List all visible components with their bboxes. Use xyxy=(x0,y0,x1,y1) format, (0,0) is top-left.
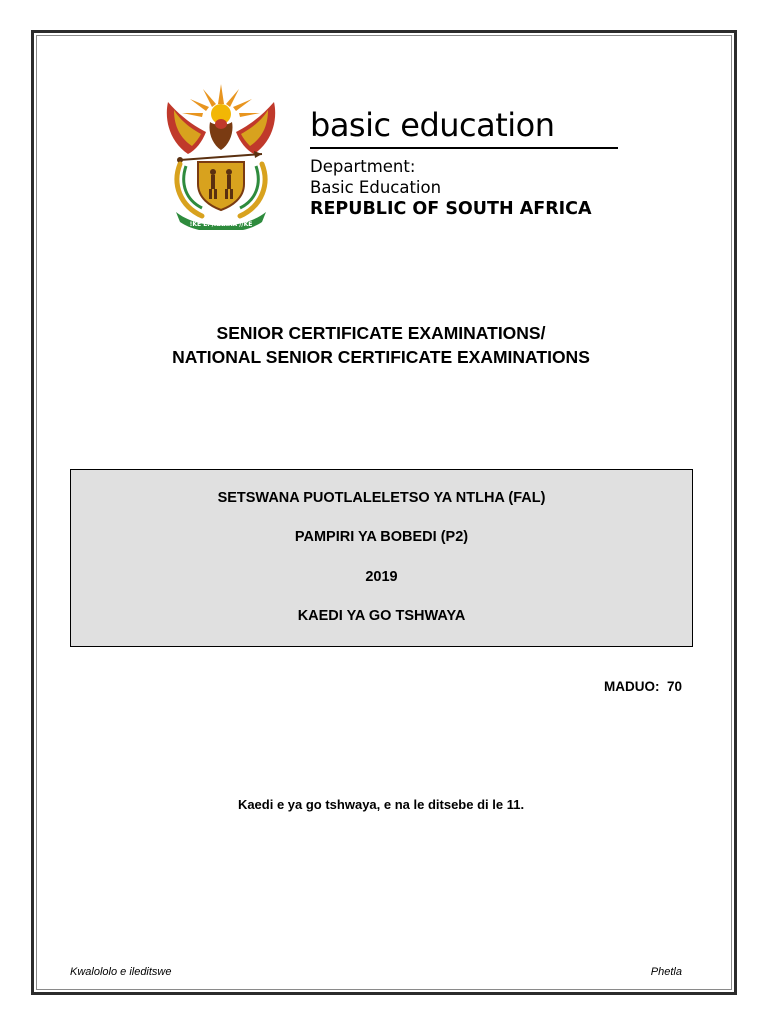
department-label: Department: xyxy=(310,157,416,176)
exam-title-line2: NATIONAL SENIOR CERTIFICATE EXAMINATIONS xyxy=(172,347,590,367)
paper-number: PAMPIRI YA BOBEDI (P2) xyxy=(294,529,469,545)
footer-copyright: Kwalololo e ileditswe xyxy=(70,966,172,978)
document-type: KAEDI YA GO TSHWAYA xyxy=(297,608,466,624)
south-africa-coat-of-arms-icon xyxy=(158,80,284,230)
country-name: REPUBLIC OF SOUTH AFRICA xyxy=(310,199,592,219)
exam-title xyxy=(70,321,692,369)
logo-motto: !KE E: /XARRA //KE xyxy=(189,221,253,228)
exam-title-line1: SENIOR CERTIFICATE EXAMINATIONS/ xyxy=(216,323,546,343)
footer-turn-over: Phetla xyxy=(650,966,682,978)
header xyxy=(158,80,618,230)
total-marks: MADUO: 70 xyxy=(603,679,682,694)
exam-year: 2019 xyxy=(365,569,398,585)
brand-name: basic education xyxy=(310,106,618,149)
info-box xyxy=(70,469,693,647)
brand-block xyxy=(310,106,618,220)
page-count-note: Kaedi e ya go tshwaya, e na le ditsebe di le 11. xyxy=(237,797,525,812)
subject-name: SETSWANA PUOTLALELETSO YA NTLHA (FAL) xyxy=(217,490,546,506)
department-name: Basic Education xyxy=(310,178,442,197)
